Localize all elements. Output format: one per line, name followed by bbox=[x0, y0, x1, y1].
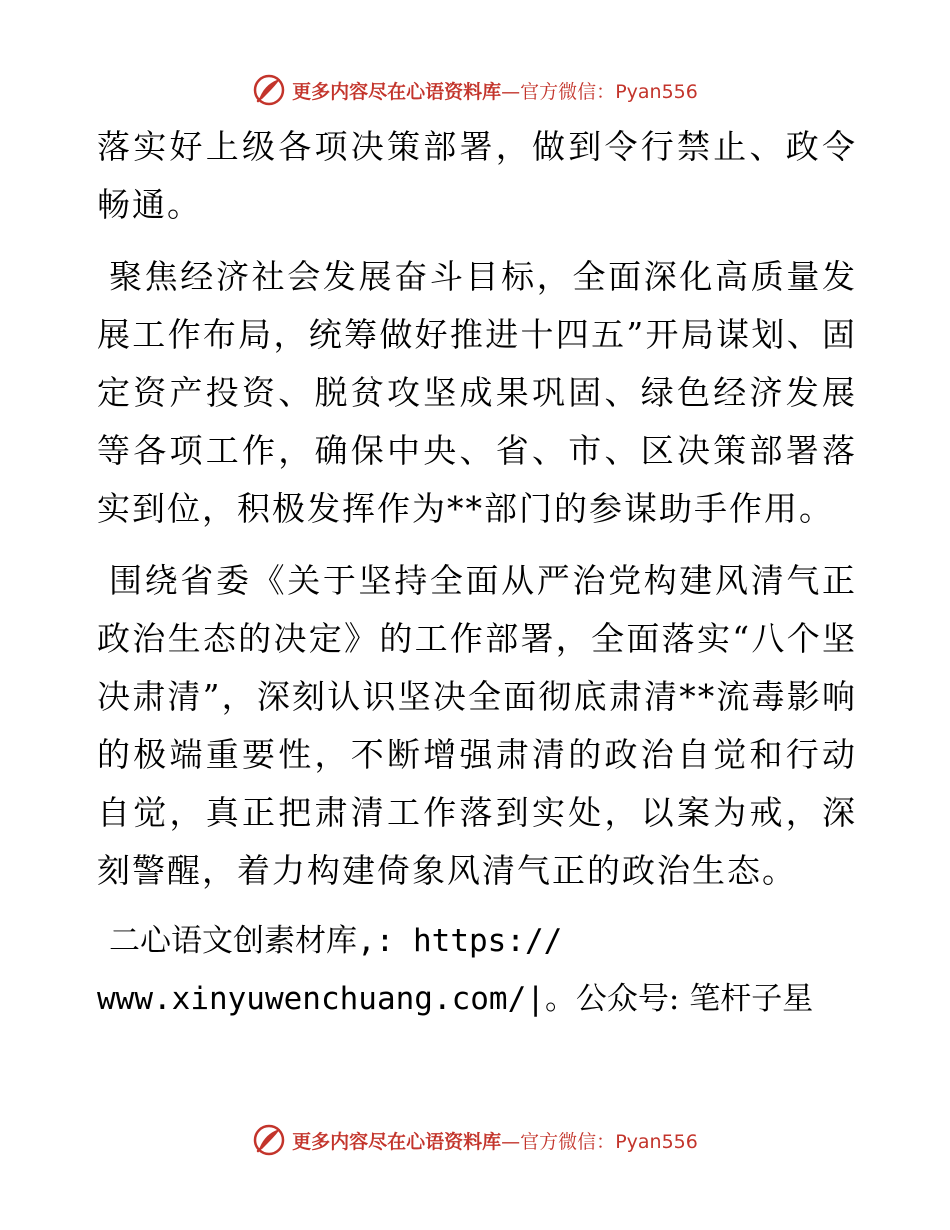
watermark-brand: 更多内容尽在心语资料库 bbox=[292, 80, 502, 103]
watermark-brand: 更多内容尽在心语资料库 bbox=[292, 1130, 502, 1153]
watermark-text bbox=[292, 77, 698, 104]
watermark-wechat-label: 官方微信： bbox=[520, 1130, 616, 1153]
source-url: www.xinyuwenchuang.com/| bbox=[97, 981, 545, 1017]
watermark-dash: — bbox=[501, 1130, 521, 1153]
watermark-dash: — bbox=[501, 80, 521, 103]
quill-logo-icon bbox=[252, 73, 286, 107]
quill-logo-icon bbox=[252, 1123, 286, 1157]
source-account: 。公众号: 笔杆子星 bbox=[544, 981, 814, 1017]
source-note-line-2 bbox=[97, 970, 857, 1028]
header-watermark bbox=[0, 70, 950, 110]
paragraph-3: 围绕省委《关于坚持全面从严治党构建风清气正政治生态的决定》的工作部署，全面落实“八个坚决肃清”，深刻认识坚决全面彻底肃清**流毒影响的极端重要性，不断增强肃清的政治自觉和行动自觉，真正把肃清工作落到实处，以案为戒，深刻警醒，着力构建倚象风清气正的政治生态。 bbox=[97, 561, 857, 890]
watermark-wechat-label: 官方微信： bbox=[520, 80, 616, 103]
paragraph-2: 聚焦经济社会发展奋斗目标，全面深化高质量发展工作布局，统筹做好推进十四五”开局谋划、固定资产投资、脱贫攻坚成果巩固、绿色经济发展等各项工作，确保中央、省、市、区决策部署落实到位，积极发挥作为**部门的参谋助手作用。 bbox=[97, 257, 857, 528]
watermark-wechat-id: Pyan556 bbox=[615, 1130, 698, 1153]
watermark-wechat-id: Pyan556 bbox=[615, 80, 698, 103]
source-note-line-1: 二心语文创素材库,: https:// bbox=[109, 923, 563, 959]
watermark-text bbox=[292, 1127, 698, 1154]
paragraph-1: 落实好上级各项决策部署，做到令行禁止、政令畅通。 bbox=[97, 127, 857, 224]
source-note bbox=[97, 912, 857, 1028]
footer-watermark bbox=[0, 1120, 950, 1160]
document-body bbox=[97, 118, 857, 1028]
